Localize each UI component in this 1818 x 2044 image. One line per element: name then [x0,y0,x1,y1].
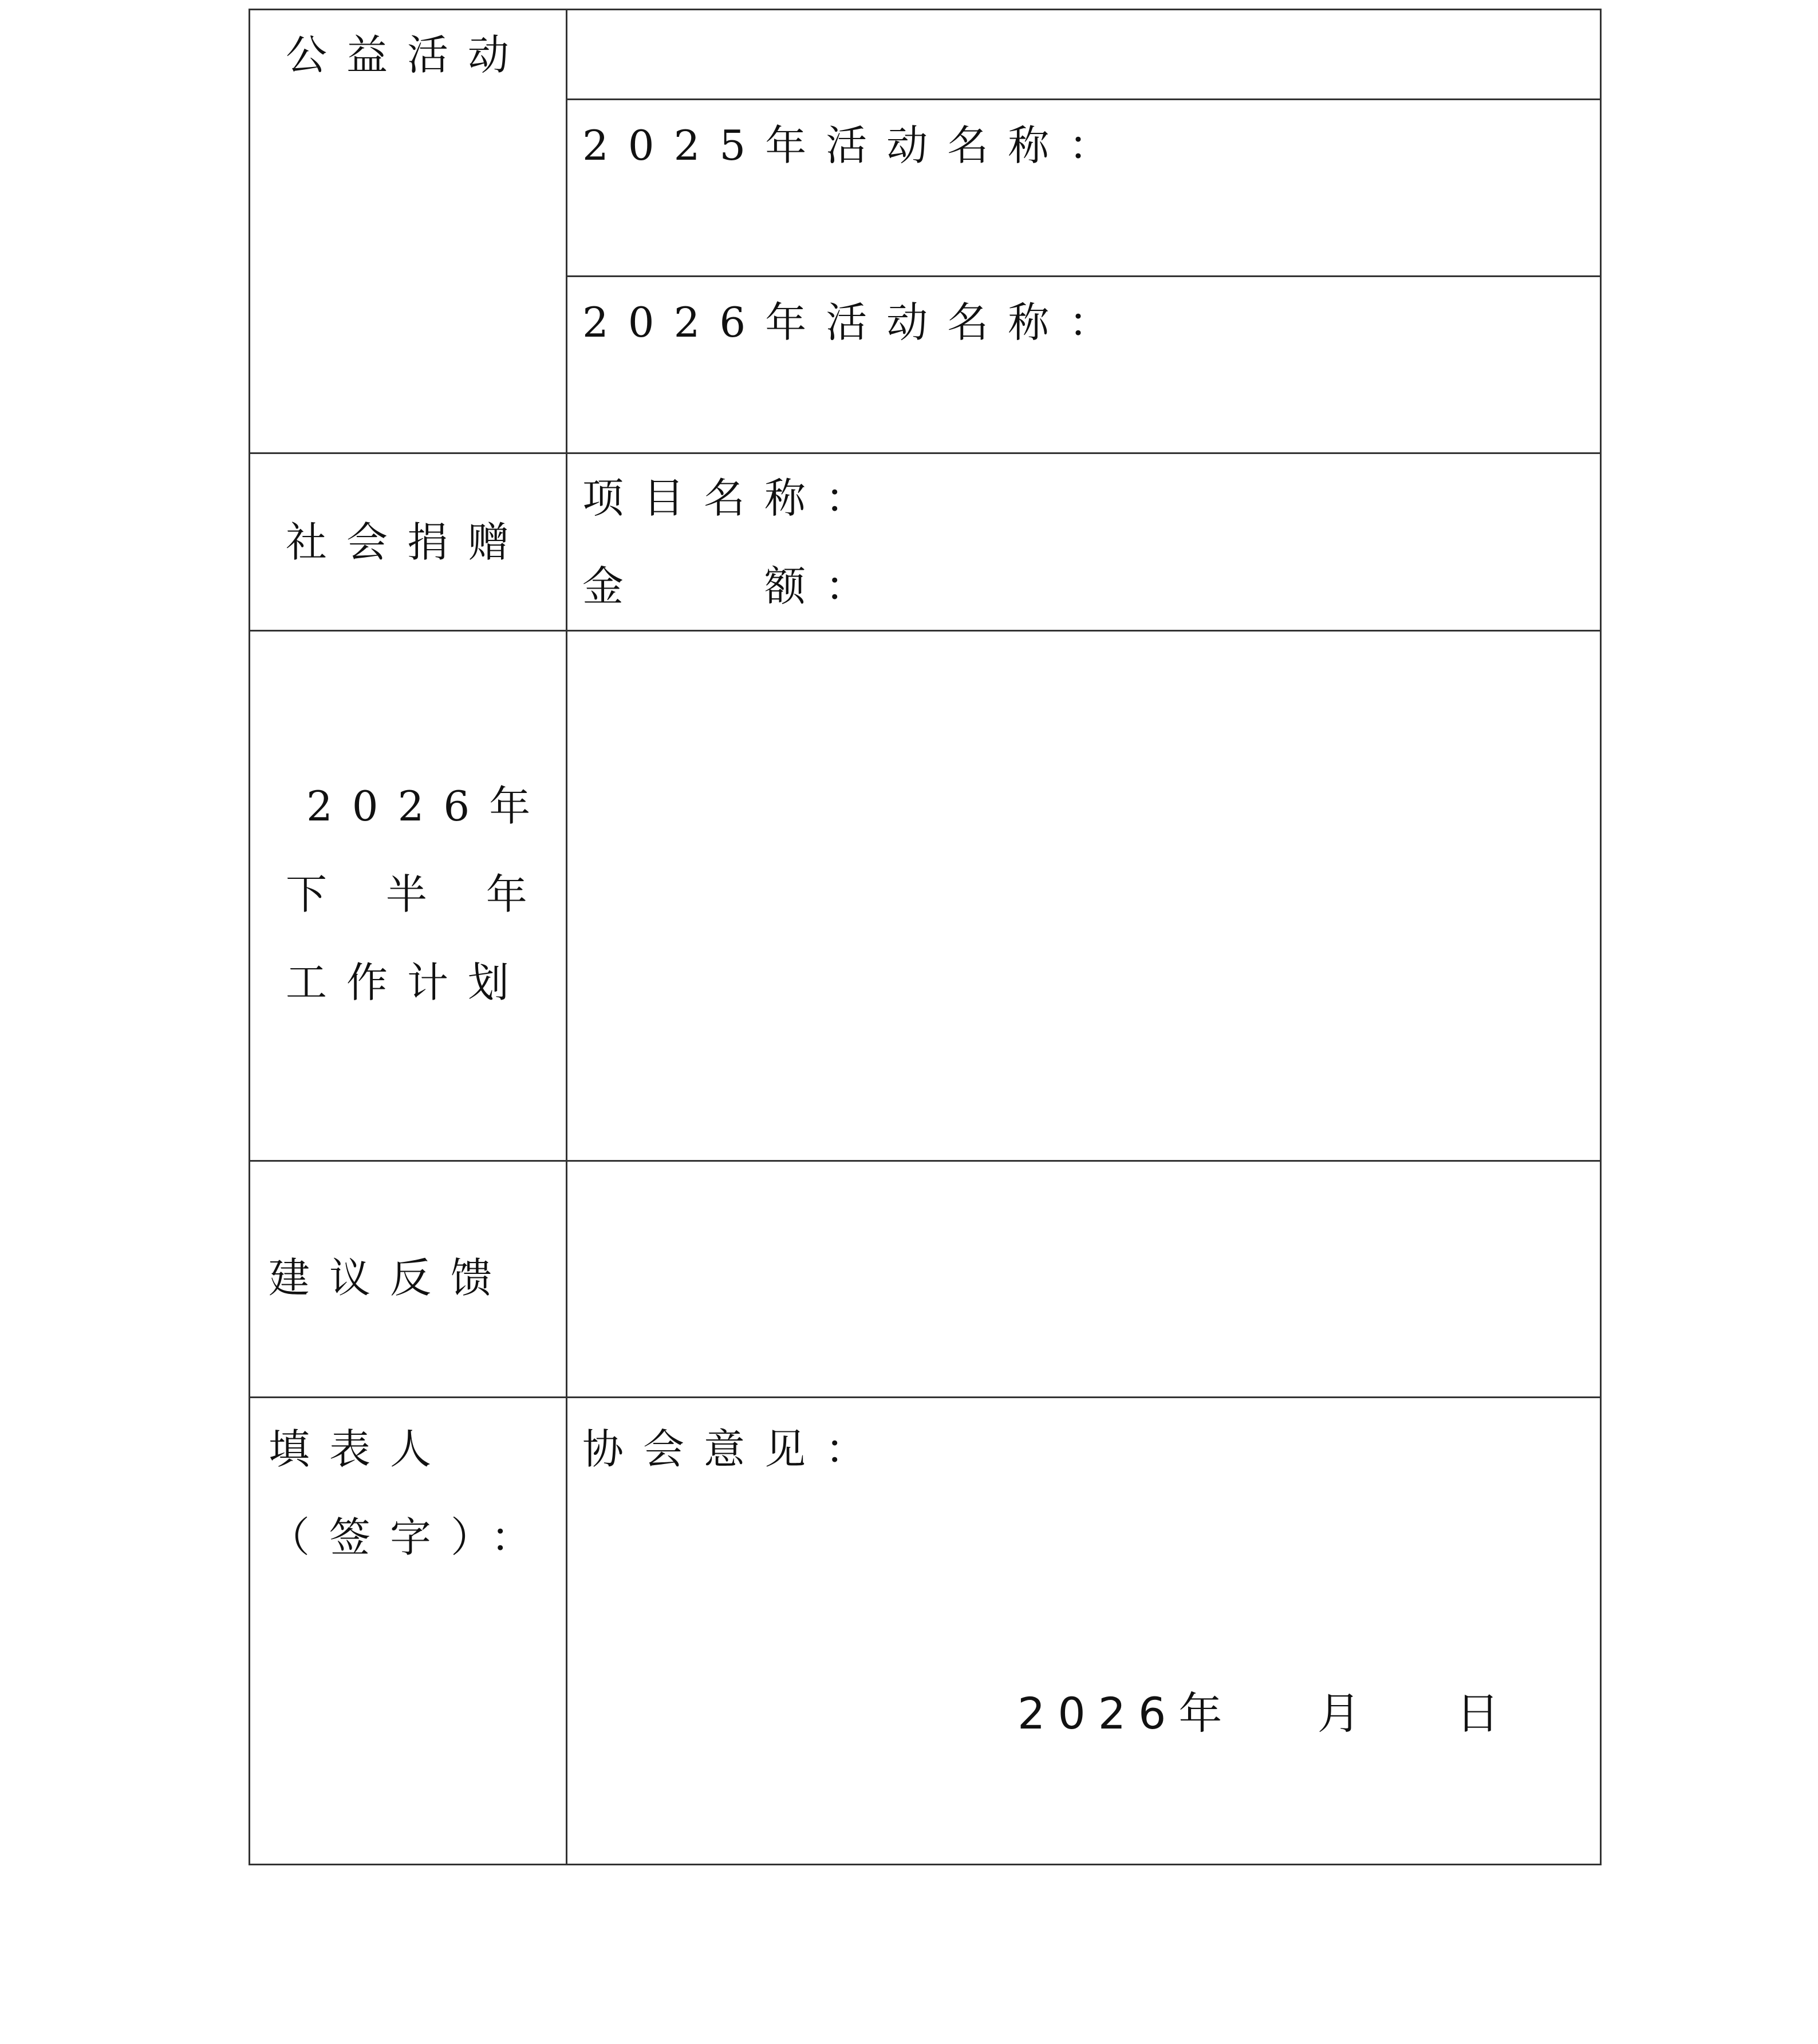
feedback-label: 建议反馈 [269,1254,512,1302]
amount-label: 金 额： [582,562,886,610]
donation-label: 社会捐赠 [286,518,529,566]
row-divider [250,1396,1600,1398]
row-divider [566,98,1600,100]
row-divider [250,1160,1600,1162]
filler-label-line1: 填表人 [269,1425,451,1473]
work-plan-label-line2: 下 半 年 [286,870,550,918]
row-divider [250,452,1600,454]
activity-2026-label: 2026年活动名称： [582,298,1130,346]
project-name-label: 项目名称： [582,474,886,522]
filler-label-line2: （签字）： [269,1513,552,1561]
date-line: 2026年 月 日 [1018,1688,1512,1739]
work-plan-label-line1: 2026年 [306,782,550,830]
row-divider [566,275,1600,277]
report-form-table [249,9,1602,1865]
row-divider [250,630,1600,632]
activity-2025-label: 2025年活动名称： [582,121,1130,169]
work-plan-label-line3: 工作计划 [286,958,529,1007]
association-opinion-label: 协会意见： [582,1425,886,1473]
column-divider [566,10,567,1864]
public-welfare-label: 公益活动 [286,31,529,79]
